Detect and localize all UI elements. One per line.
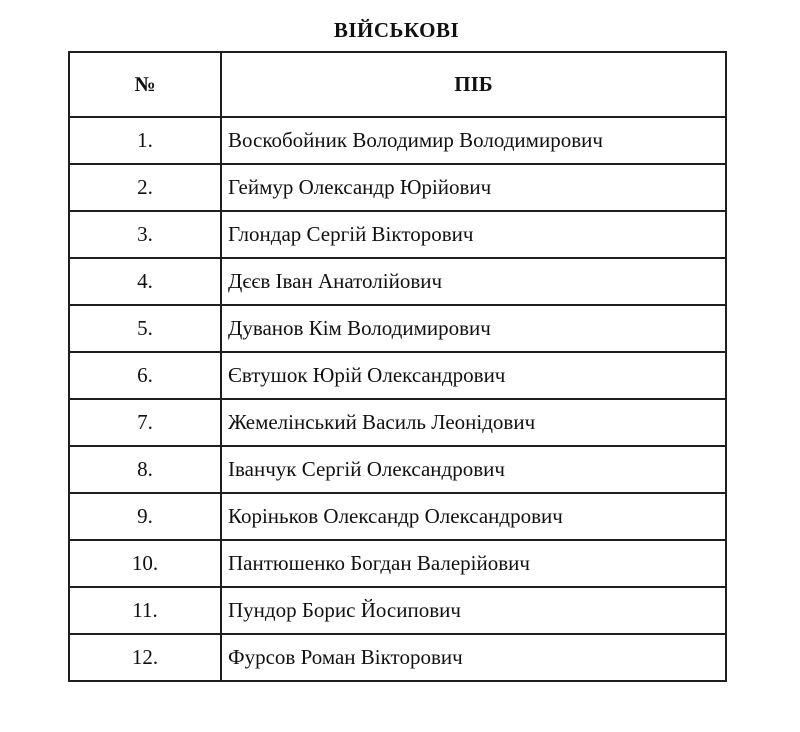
row-number-cell: 11. <box>69 587 221 634</box>
table-row <box>69 117 726 164</box>
table-row <box>69 258 726 305</box>
row-name-cell: Іванчук Сергій Олександрович <box>221 446 726 493</box>
table-header-row <box>69 52 726 117</box>
column-header-number: № <box>69 52 221 117</box>
table-row <box>69 352 726 399</box>
row-number-cell: 8. <box>69 446 221 493</box>
row-name-cell: Воскобойник Володимир Володимирович <box>221 117 726 164</box>
row-name-cell: Пантюшенко Богдан Валерійович <box>221 540 726 587</box>
row-number-cell: 10. <box>69 540 221 587</box>
row-name-cell: Пундор Борис Йосипович <box>221 587 726 634</box>
table-row <box>69 587 726 634</box>
table-row <box>69 164 726 211</box>
row-number-cell: 6. <box>69 352 221 399</box>
row-name-cell: Дєєв Іван Анатолійович <box>221 258 726 305</box>
row-name-cell: Коріньков Олександр Олександрович <box>221 493 726 540</box>
row-number-cell: 4. <box>69 258 221 305</box>
page-title: ВІЙСЬКОВІ <box>333 18 460 42</box>
row-number-cell: 5. <box>69 305 221 352</box>
table-row <box>69 446 726 493</box>
row-number-cell: 1. <box>69 117 221 164</box>
table-row <box>69 211 726 258</box>
row-name-cell: Фурсов Роман Вікторович <box>221 634 726 681</box>
row-name-cell: Геймур Олександр Юрійович <box>221 164 726 211</box>
table-row <box>69 540 726 587</box>
table-body <box>69 117 726 681</box>
column-header-name: ПІБ <box>221 52 726 117</box>
row-name-cell: Євтушок Юрій Олександрович <box>221 352 726 399</box>
row-name-cell: Дуванов Кім Володимирович <box>221 305 726 352</box>
row-number-cell: 9. <box>69 493 221 540</box>
row-number-cell: 12. <box>69 634 221 681</box>
row-number-cell: 7. <box>69 399 221 446</box>
row-number-cell: 3. <box>69 211 221 258</box>
row-number-cell: 2. <box>69 164 221 211</box>
table-row <box>69 493 726 540</box>
table-row <box>69 305 726 352</box>
row-name-cell: Глондар Сергій Вікторович <box>221 211 726 258</box>
table-row <box>69 399 726 446</box>
military-roster-table <box>68 51 727 682</box>
table-row <box>69 634 726 681</box>
row-name-cell: Жемелінський Василь Леонідович <box>221 399 726 446</box>
